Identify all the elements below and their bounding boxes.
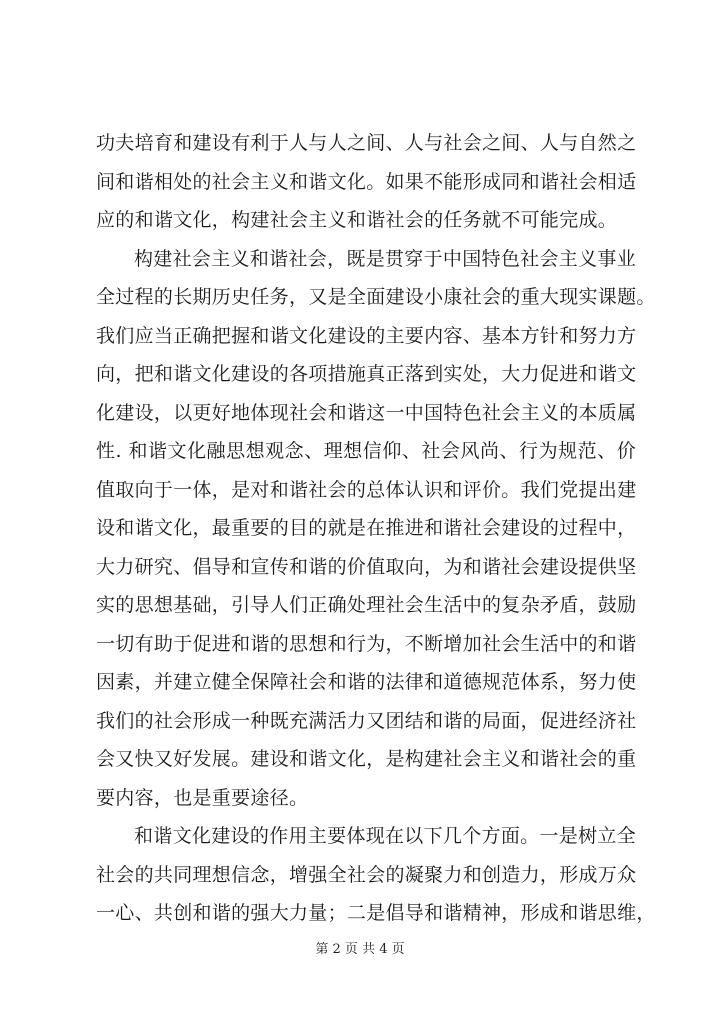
text-line: 设和谐文化，最重要的目的就是在推进和谐社会建设的过程中， [96, 517, 637, 539]
text-line: 我们的社会形成一种既充满活力又团结和谐的局面，促进经济社 [96, 709, 637, 732]
text-line: 一切有助于促进和谐的思想和行为，不断增加社会生活中的和谐 [96, 632, 637, 655]
text-line: 社会的共同理想信念，增强全社会的凝聚力和创造力，形成万众 [96, 863, 637, 886]
text-line: 化建设，以更好地体现社会和谐这一中国特色社会主义的本质属 [96, 401, 637, 424]
text-line: 因素，并建立健全保障社会和谐的法律和道德规范体系，努力使 [96, 671, 637, 693]
text-line: 全过程的长期历史任务，又是全面建设小康社会的重大现实课题。 [96, 286, 656, 308]
text-line: 构建社会主义和谐社会，既是贯穿于中国特色社会主义事业 [134, 247, 636, 270]
text-line: 会又快又好发展。建设和谐文化，是构建社会主义和谐社会的重 [96, 748, 637, 770]
text-line: 向，把和谐文化建设的各项措施真正落到实处，大力促进和谐文 [96, 363, 637, 385]
text-line: 和谐文化建设的作用主要体现在以下几个方面。一是树立全 [134, 825, 636, 847]
text-line: 大力研究、倡导和宣传和谐的价值取向，为和谐社会建设提供坚 [96, 555, 637, 578]
text-line: 间和谐相处的社会主义和谐文化。如果不能形成同和谐社会相适 [96, 170, 637, 193]
text-line: 一心、共创和谐的强大力量；二是倡导和谐精神，形成和谐思维， [96, 902, 656, 924]
text-line: 要内容，也是重要途径。 [96, 786, 309, 809]
text-line: 应的和谐文化，构建社会主义和谐社会的任务就不可能完成。 [96, 209, 618, 231]
page-number-footer: 第 2 页 共 4 页 [315, 942, 405, 957]
text-line: 性. 和谐文化融思想观念、理想信仰、社会风尚、行为规范、价 [96, 440, 636, 462]
text-line: 值取向于一体，是对和谐社会的总体认识和评价。我们党提出建 [96, 478, 637, 501]
text-line: 功夫培育和建设有利于人与人之间、人与社会之间、人与自然之 [96, 132, 637, 154]
text-line: 实的思想基础，引导人们正确处理社会生活中的复杂矛盾，鼓励 [96, 594, 637, 616]
text-line: 我们应当正确把握和谐文化建设的主要内容、基本方针和努力方 [96, 324, 637, 347]
body-text [96, 124, 656, 933]
